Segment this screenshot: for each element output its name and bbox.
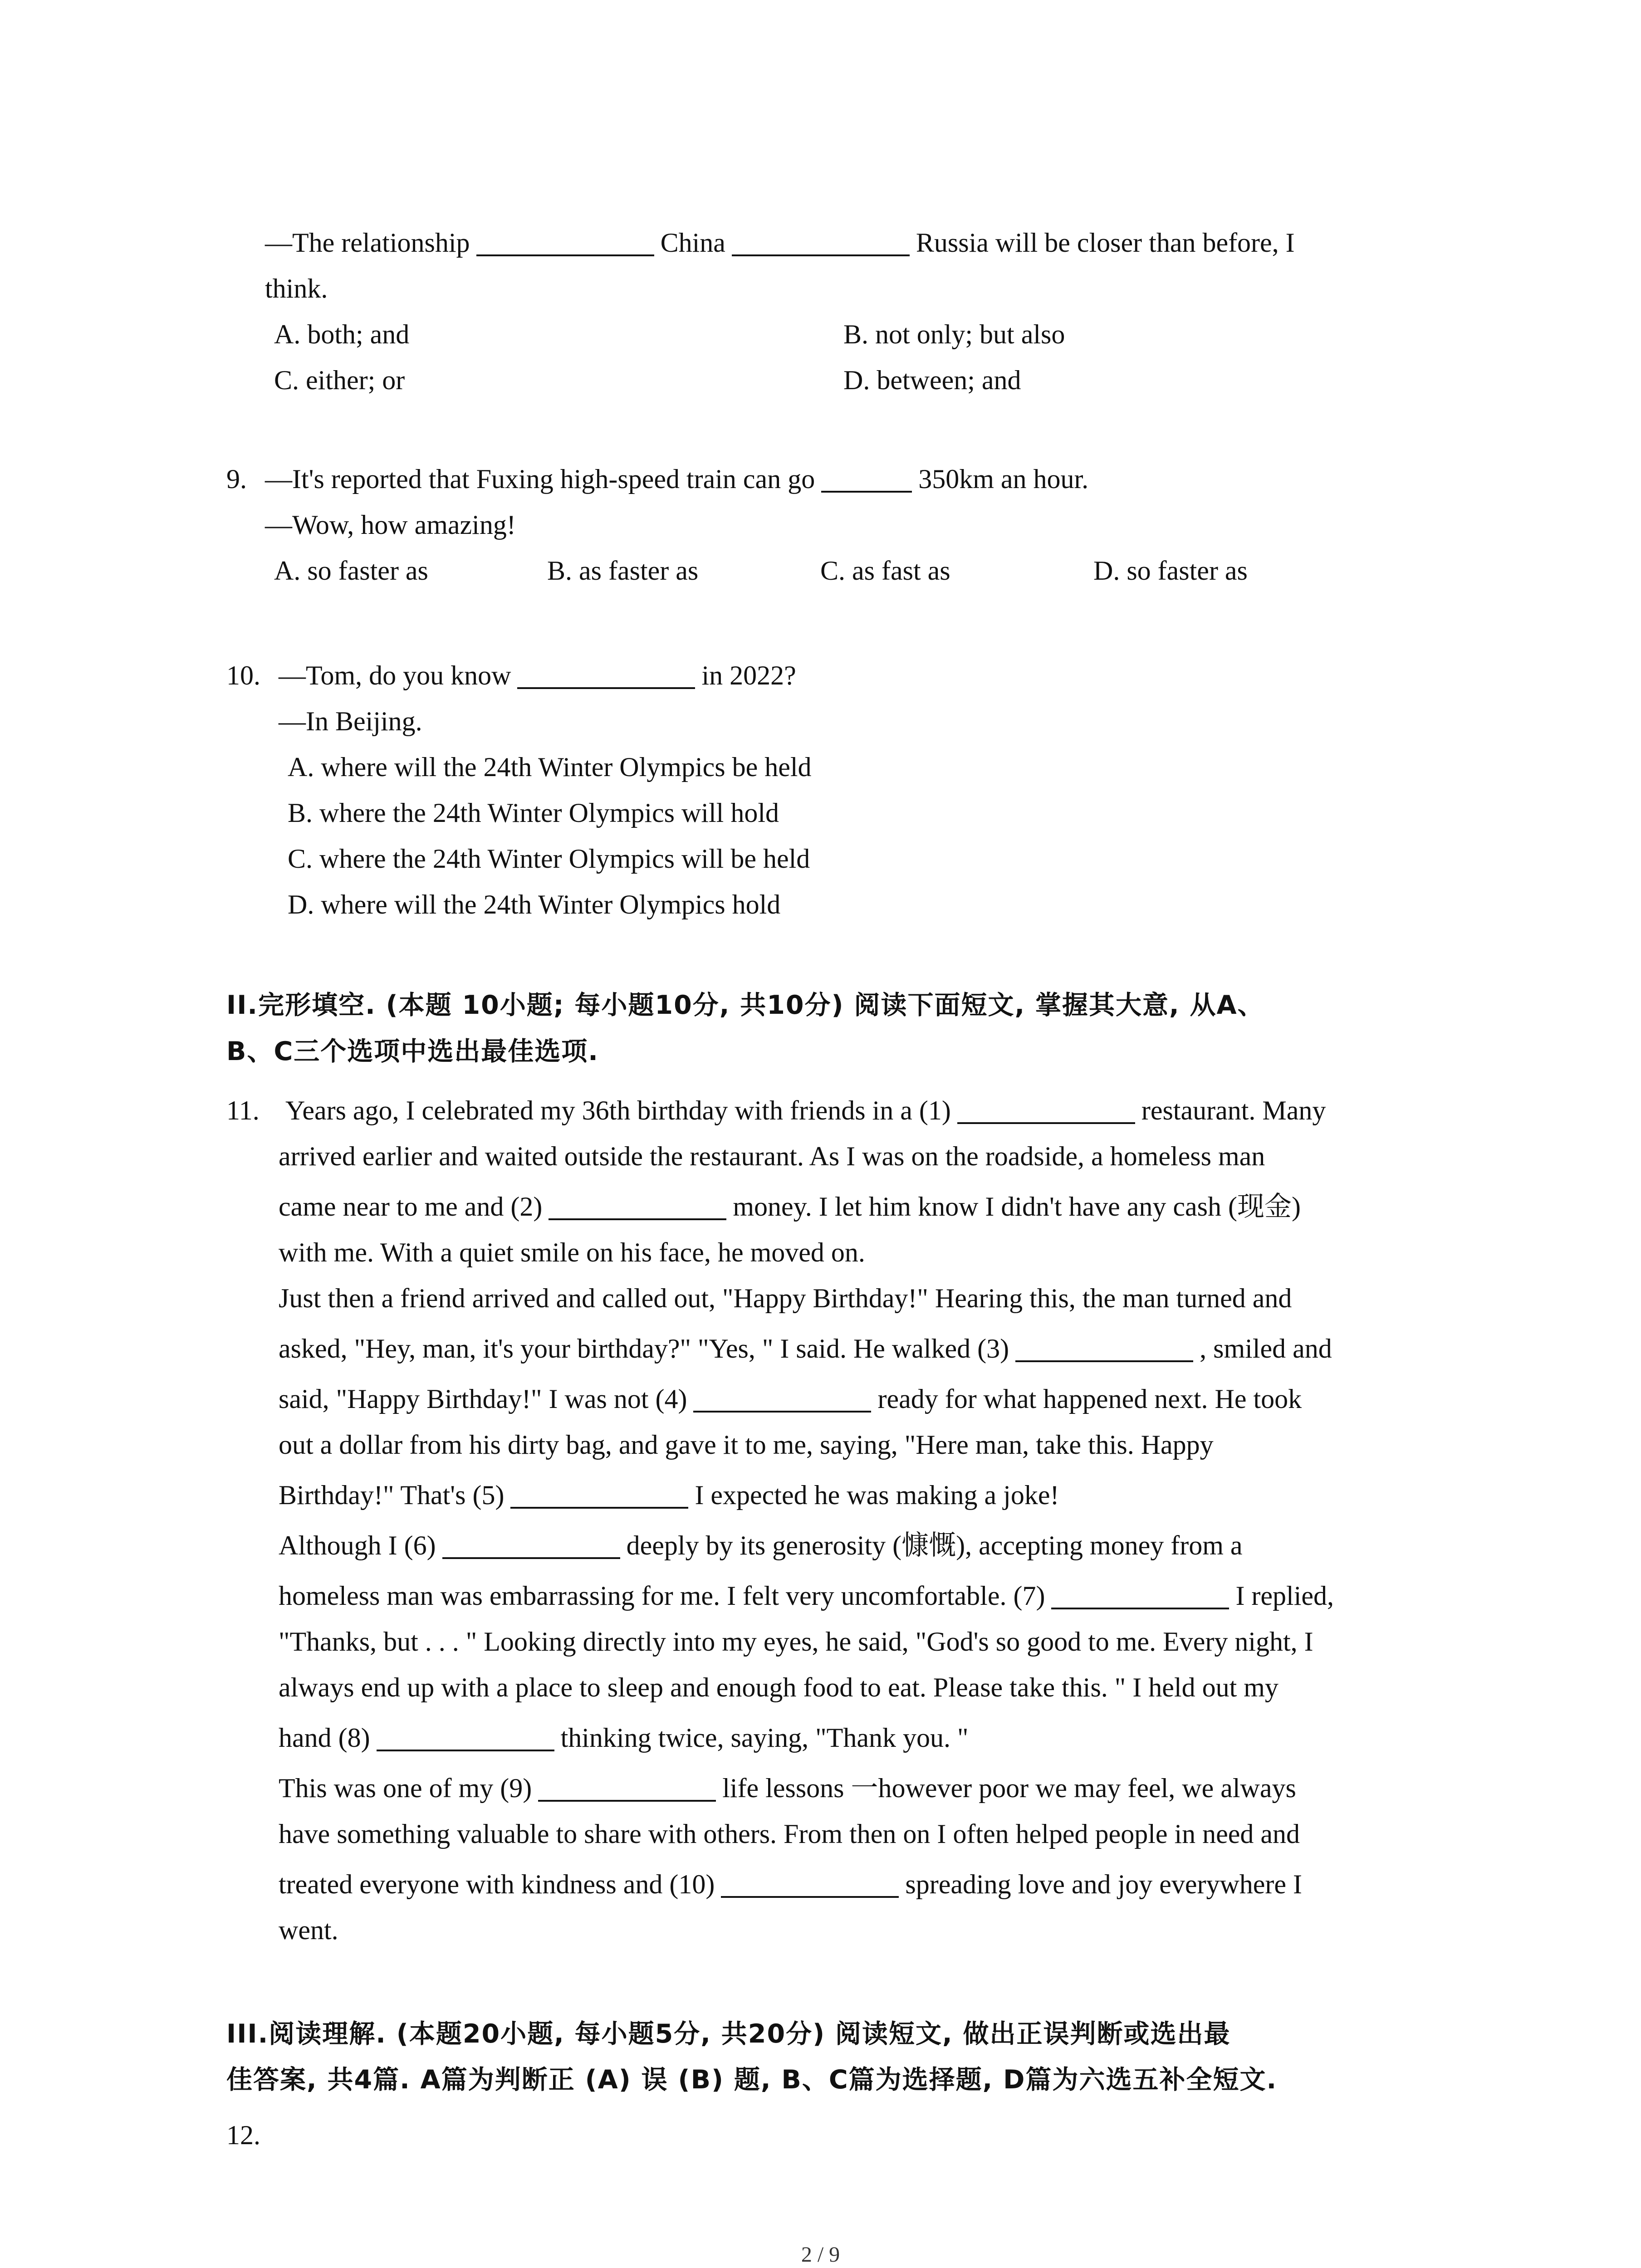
page-number: 2 / 9 [801, 2243, 840, 2267]
section-heading-line: III.阅读理解. (本题20小题, 每小题5分, 共20分) 阅读短文, 做出正误判断或选出最 [226, 2019, 1231, 2049]
section-heading-line: 佳答案, 共4篇. A篇为判断正 (A) 误 (B) 题, B、C篇为选择题, D篇为六选五补全短文. [226, 2065, 1278, 2095]
question-9-stem-line2: —Wow, how amazing! [265, 510, 516, 540]
passage-line: Years ago, I celebrated my 36th birthday with friends in a (1) restaurant. Many [285, 1095, 1326, 1125]
option-b: B. as faster as [547, 556, 699, 586]
passage-line: went. [279, 1915, 338, 1945]
option-d: D. so faster as [1093, 556, 1248, 586]
section-heading-line: II.完形填空. (本题 10小题; 每小题10分, 共10分) 阅读下面短文, 掌握其大意, 从A、 [226, 990, 1264, 1020]
option-d: D. between; and [843, 365, 1021, 395]
passage-line: said, "Happy Birthday!" I was not (4) ready for what happened next. He took [279, 1384, 1302, 1414]
answer-blank [538, 1774, 716, 1802]
passage-line: have something valuable to share with others. From then on I often helped people in need and [279, 1819, 1300, 1849]
answer-blank [732, 229, 910, 256]
answer-blank [476, 229, 654, 256]
option-b: B. not only; but also [843, 319, 1065, 349]
option-a: A. where will the 24th Winter Olympics be held [288, 752, 812, 782]
answer-blank [549, 1193, 726, 1220]
passage-line: Birthday!" That's (5) I expected he was making a joke! [279, 1480, 1059, 1510]
answer-blank [957, 1097, 1135, 1124]
question-10-stem-line1: —Tom, do you know in 2022? [279, 660, 796, 690]
option-c: C. where the 24th Winter Olympics will be held [288, 844, 810, 874]
option-d: D. where will the 24th Winter Olympics hold [288, 890, 781, 919]
question-8-stem-line2: think. [265, 274, 328, 303]
question-10-stem-line2: —In Beijing. [279, 706, 422, 736]
answer-blank [517, 662, 695, 689]
option-c: C. as fast as [820, 556, 950, 586]
answer-blank [821, 465, 912, 493]
option-a: A. so faster as [274, 556, 428, 586]
question-number: 9. [226, 464, 247, 494]
answer-blank [377, 1724, 554, 1751]
answer-blank [693, 1385, 871, 1413]
passage-line: came near to me and (2) money. I let him know I didn't have any cash (现金) [279, 1192, 1301, 1222]
answer-blank [1015, 1335, 1193, 1362]
passage-line: arrived earlier and waited outside the restaurant. As I was on the roadside, a homeless man [279, 1141, 1265, 1171]
passage-line: out a dollar from his dirty bag, and gave it to me, saying, "Here man, take this. Happy [279, 1430, 1214, 1460]
question-number: 11. [226, 1095, 260, 1125]
option-a: A. both; and [274, 319, 410, 349]
question-number: 12. [226, 2120, 260, 2150]
passage-line: with me. With a quiet smile on his face, he moved on. [279, 1237, 865, 1267]
answer-blank [721, 1871, 899, 1898]
passage-line: Just then a friend arrived and called out, "Happy Birthday!" Hearing this, the man turned and [279, 1283, 1292, 1313]
passage-line: asked, "Hey, man, it's your birthday?" "Yes, " I said. He walked (3) , smiled and [279, 1334, 1332, 1364]
passage-line: Although I (6) deeply by its generosity (慷慨), accepting money from a [279, 1530, 1243, 1560]
passage-line: "Thanks, but . . . " Looking directly into my eyes, he said, "God's so good to me. Every night, I [279, 1627, 1313, 1657]
answer-blank [1051, 1582, 1229, 1609]
passage-line: This was one of my (9) life lessons 一however poor we may feel, we always [279, 1773, 1296, 1803]
question-8-stem-line1: —The relationship China Russia will be closer than before, I [265, 228, 1295, 258]
passage-line: always end up with a place to sleep and enough food to eat. Please take this. " I held out my [279, 1672, 1279, 1702]
option-b: B. where the 24th Winter Olympics will hold [288, 798, 779, 828]
option-c: C. either; or [274, 365, 405, 395]
answer-blank [442, 1532, 620, 1559]
answer-blank [510, 1481, 688, 1509]
passage-line: homeless man was embarrassing for me. I felt very uncomfortable. (7) I replied, [279, 1581, 1334, 1611]
passage-line: treated everyone with kindness and (10) spreading love and joy everywhere I [279, 1869, 1303, 1899]
passage-line: hand (8) thinking twice, saying, "Thank you. " [279, 1723, 969, 1753]
section-heading-line: B、C三个选项中选出最佳选项. [226, 1036, 599, 1066]
question-9-stem-line1: —It's reported that Fuxing high-speed train can go 350km an hour. [265, 464, 1089, 494]
question-number: 10. [226, 660, 260, 690]
